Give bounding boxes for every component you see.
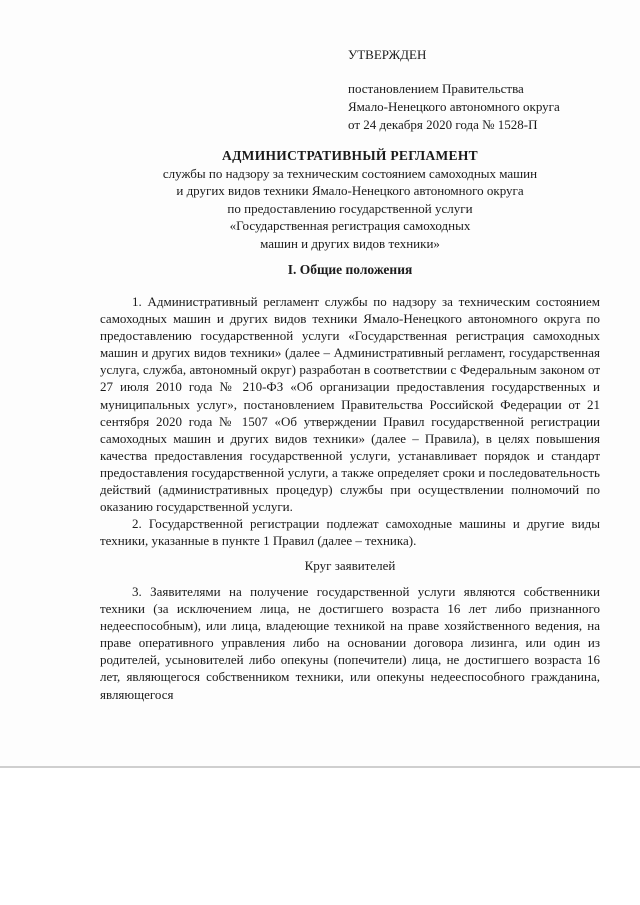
approval-line-2: Ямало-Ненецкого автономного округа: [348, 99, 560, 114]
heading-line: службы по надзору за техническим состоянием самоходных машин: [162, 165, 538, 181]
document-title: АДМИНИСТРАТИВНЫЙ РЕГЛАМЕНТ: [222, 148, 478, 163]
approval-stamp: [348, 46, 560, 134]
paragraph-text: 1. Административный регламент службы по надзору за техническим состоянием самоходных машин и других видов техники Ямало-Ненецкого автономного округа по предоставлению государственной услуги «Государственная регистрация самоходных машин и других видов техники» (далее – Административный регламент, государственная услуга, служба, автономный округ) разработан в соответствии с Федеральным законом от 27 июля 2010 года № 210-ФЗ «Об организации предоставления государственных и муниципальных услуг», постановлением Правительства Российской Федерации от 21 сентября 2020 года № 1507 «Об утверждении Правил государственной регистрации самоходных машин и других видов техники» (далее – Правила), в целях повышения качества предоставления государственной услуги, устанавливает порядок и стандарт предоставления государственной услуги, а также определяет сроки и последовательность действий (административных процедур) службы при осуществлении полномочий по оказанию государственной услуги.: [100, 294, 600, 515]
paragraph-2: [100, 515, 600, 549]
heading-line: машин и других видов техники»: [260, 235, 440, 251]
section-title: I. Общие положения: [287, 262, 413, 277]
paragraph-1: [100, 293, 600, 515]
approval-line-3: от 24 декабря 2020 года № 1528-П: [348, 117, 538, 132]
heading-line: «Государственная регистрация самоходных: [229, 218, 471, 233]
document-heading: [60, 147, 640, 252]
heading-line: и других видов техники Ямало-Ненецкого автономного округа: [176, 183, 524, 198]
heading-line: по предоставлению государственной услуги: [227, 200, 473, 216]
blank-area: [0, 770, 640, 905]
subheading-applicants: Круг заявителей: [304, 558, 396, 573]
paragraph-text: 3. Заявителями на получение государственной услуги являются собственники техники (за исключением лица, не достигшего возраста 16 лет либо признанного недееспособным), или лица, владеющие техникой на праве хозяйственного ведения, на праве оперативного управления либо на основании договора лизинга, или один из родителей, усыновителей либо опекуны (попечители) лица, не достигшего возраста 16 лет, являющегося собственником техники, или опекуны недееспособного гражданина, являющегося: [100, 584, 600, 702]
approval-line-1: постановлением Правительства: [348, 81, 524, 96]
paragraph-3: [100, 583, 600, 703]
paragraph-text: 2. Государственной регистрации подлежат самоходные машины и другие виды техники, указанные в пункте 1 Правил (далее – техника).: [100, 516, 600, 549]
approved-label: УТВЕРЖДЕН: [348, 47, 427, 62]
